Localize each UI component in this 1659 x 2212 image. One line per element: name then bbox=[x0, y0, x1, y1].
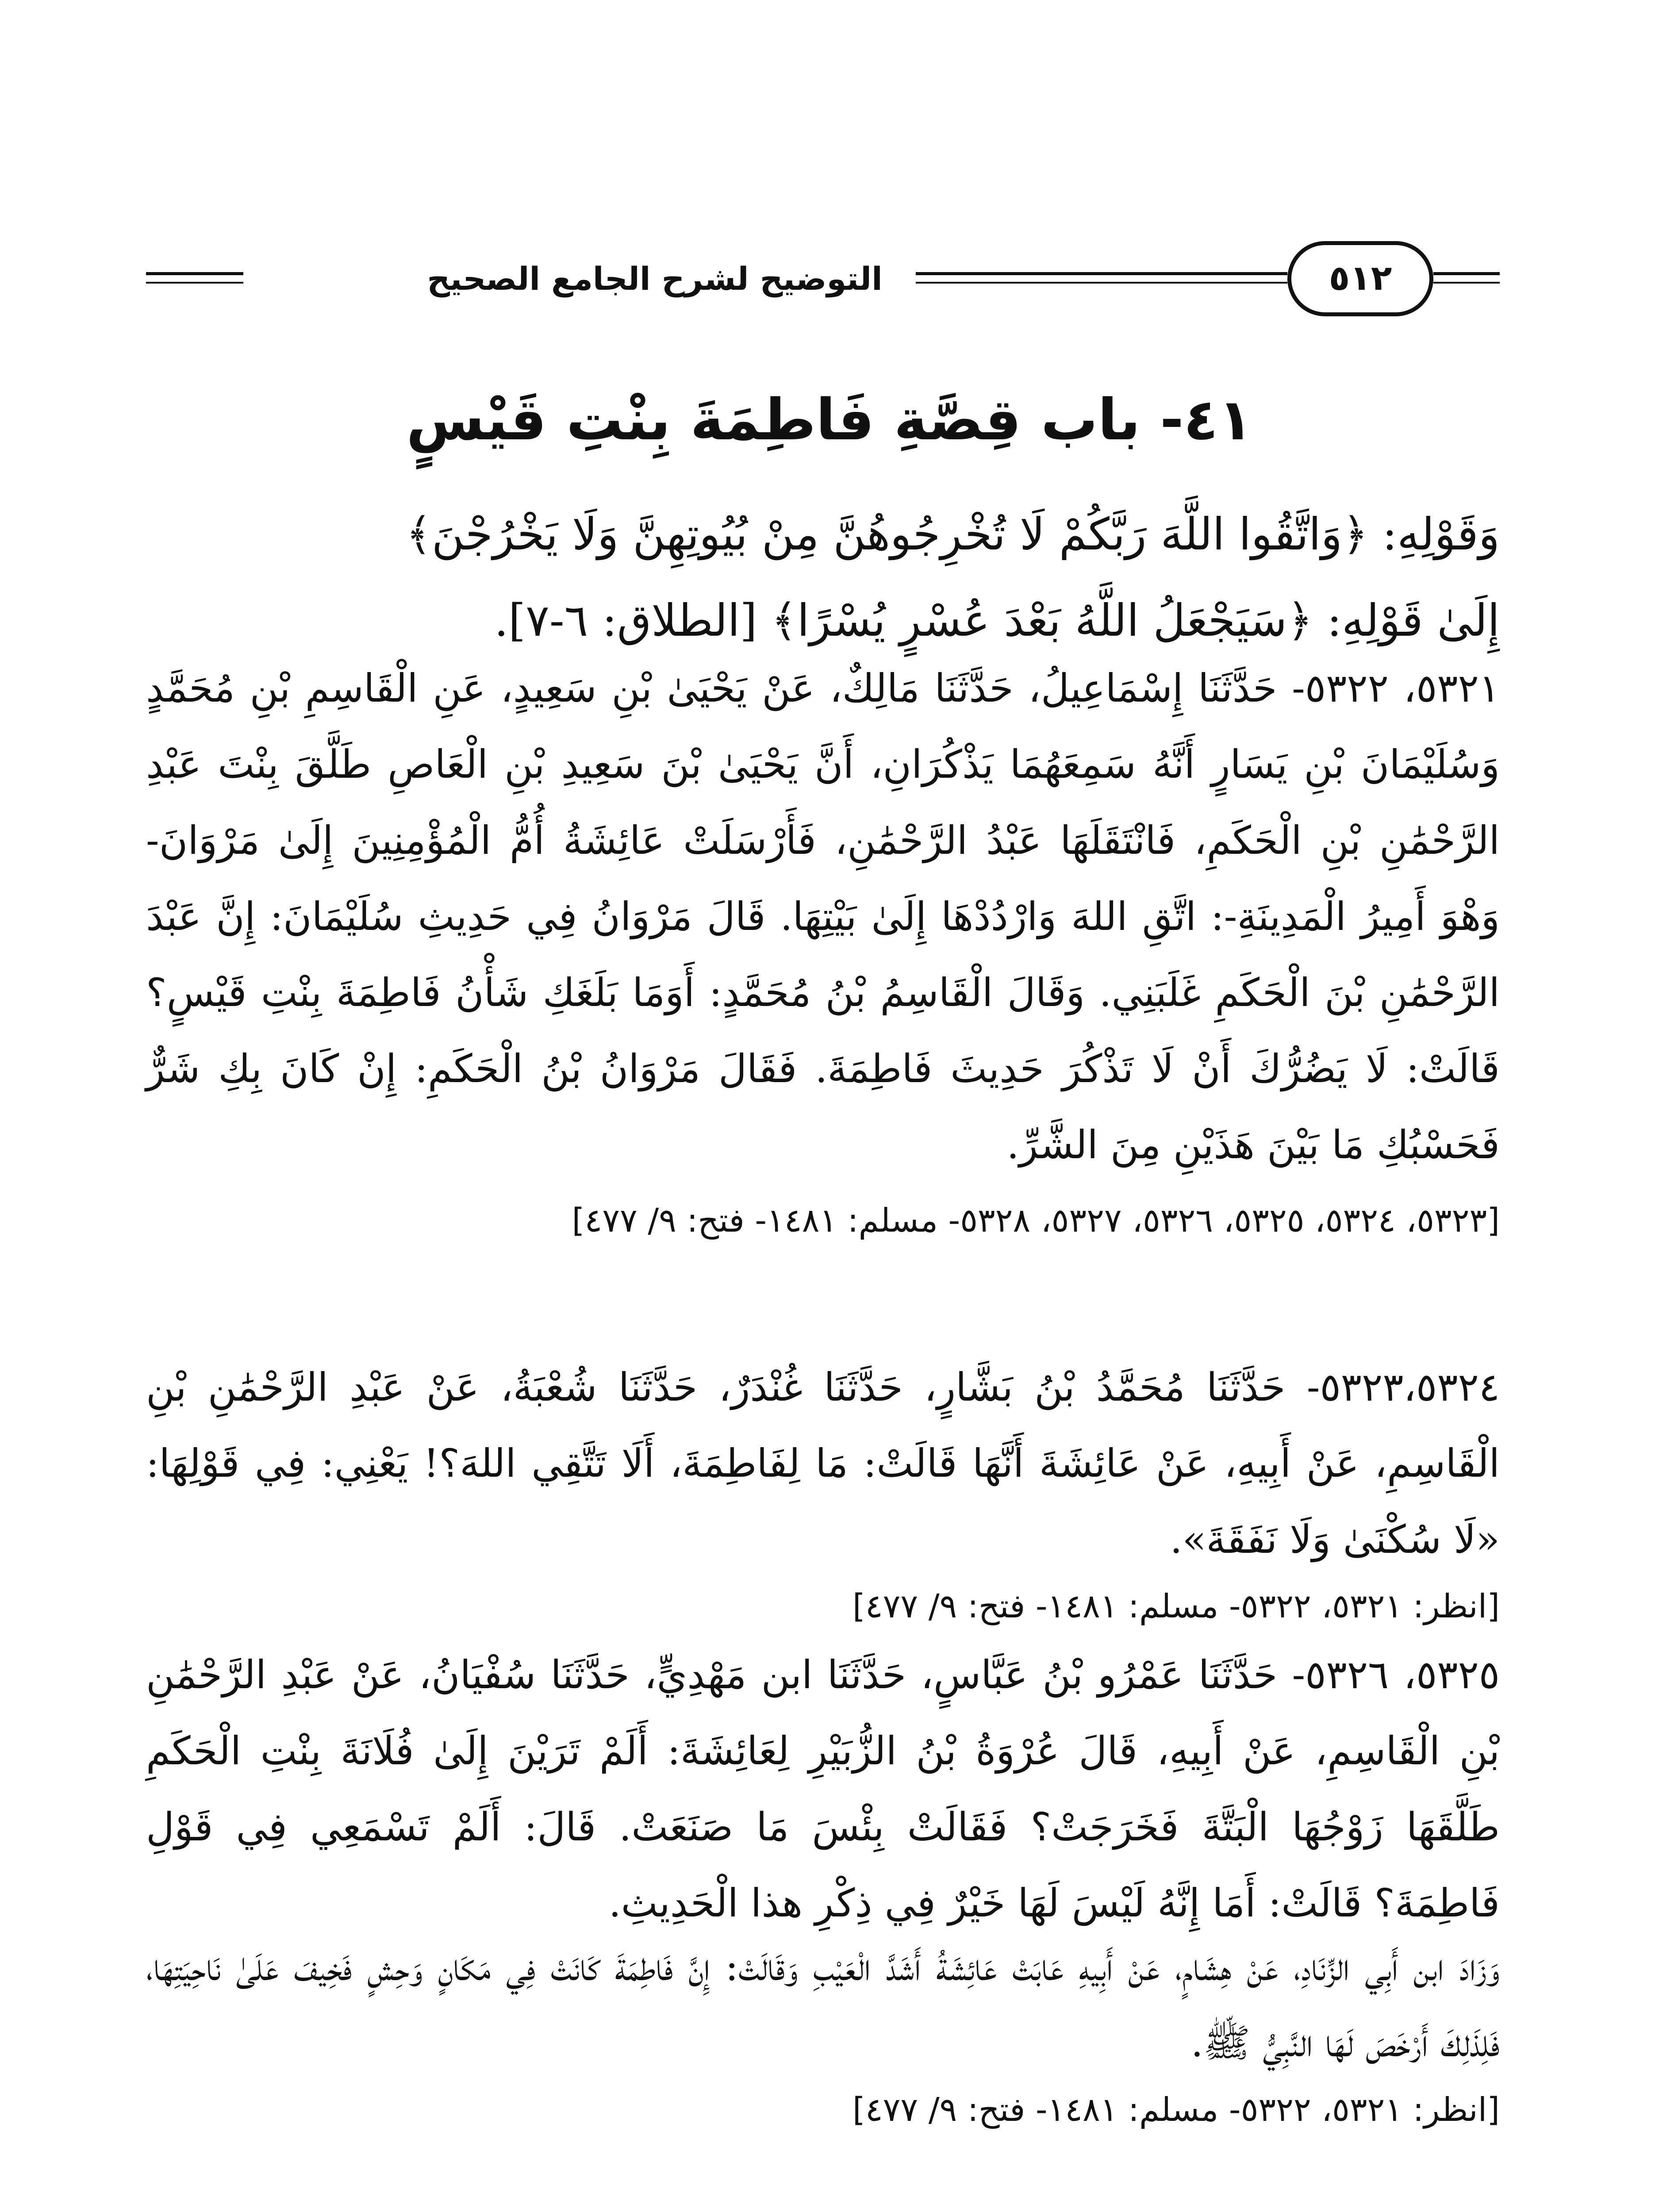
hadith-addition-refs: [انظر: ٥٣٢١، ٥٣٢٢- مسلم: ١٤٨١- فتح: ٩/ ٤٧٧] bbox=[853, 2091, 1500, 2129]
hadith-5323-text: ٥٣٢٣،٥٣٢٤- حَدَّثَنَا مُحَمَّدُ بْنُ بَشَّارٍ، حَدَّثَنَا غُنْدَرٌ، حَدَّثَنَا شُعْبَةُ، عَنْ عَبْدِ الرَّحْمَٰنِ بْنِ الْقَاسِمِ، عَنْ أَبِيهِ، عَنْ عَائِشَةَ أَنَّهَا قَالَتْ: مَا لِفَاطِمَةَ، أَلَا تَتَّقِي اللهَ؟! يَعْنِي: فِي قَوْلِهَا: «لَا سُكْنَىٰ وَلَا نَفَقَةَ». bbox=[146, 1364, 1500, 1562]
hadith-5325-text: ٥٣٢٥، ٥٣٢٦- حَدَّثَنَا عَمْرُو بْنُ عَبَّاسٍ، حَدَّثَنَا ابن مَهْدِيٍّ، حَدَّثَنَا سُفْيَانُ، عَنْ عَبْدِ الرَّحْمَٰنِ بْنِ الْقَاسِمِ، عَنْ أَبِيهِ، قَالَ عُرْوَةُ بْنُ الزُّبَيْرِ لِعَائِشَةَ: أَلَمْ تَرَيْنَ إِلَىٰ فُلَانَةَ بِنْتِ الْحَكَمِ طَلَّقَهَا زَوْجُهَا الْبَتَّةَ فَخَرَجَتْ؟ فَقَالَتْ بِئْسَ مَا صَنَعَتْ. قَالَ: أَلَمْ تَسْمَعِي فِي قَوْلِ فَاطِمَةَ؟ قَالَتْ: أَمَا إِنَّهُ لَيْسَ لَهَا خَيْرٌ فِي ذِكْرِ هذا الْحَدِيثِ. bbox=[146, 1652, 1500, 1926]
header-rule-left-bottom bbox=[146, 282, 243, 284]
hadith-addition-text: وَزَادَ ابن أَبِي الزِّنَادِ، عَنْ هِشَامٍ، عَنْ أَبِيهِ عَابَتْ عَائِشَةُ أَشَدَّ الْعَيْبِ وَقَالَتْ: إِنَّ فَاطِمَةَ كَانَتْ فِي مَكَانٍ وَحِشٍ فَخِيفَ عَلَىٰ نَاحِيَتِهَا، فَلِذَلِكَ أَرْخَصَ لَهَا النَّبِيُّ ﷺ. bbox=[146, 1944, 1500, 2066]
header-rule-right-bottom bbox=[916, 282, 1287, 284]
page-number: ٥١٢ bbox=[1329, 258, 1392, 298]
running-header bbox=[146, 241, 1500, 321]
hadith-5321-refs: [٥٣٢٣، ٥٣٢٤، ٥٣٢٥، ٥٣٢٦، ٥٣٢٧، ٥٣٢٨- مسلم: ١٤٨١- فتح: ٩/ ٤٧٧] bbox=[572, 1202, 1500, 1240]
hadith-5325 bbox=[146, 1637, 1500, 1941]
verse-line-2: إِلَىٰ قَوْلِهِ: ﴿سَيَجْعَلُ اللَّهُ بَعْدَ عُسْرٍ يُسْرًا﴾ [الطلاق: ٦-٧]. bbox=[494, 595, 1500, 646]
header-rule-left-top bbox=[146, 272, 243, 275]
book-title: التوضيح لشرح الجامع الصحيح bbox=[427, 260, 883, 297]
quran-verse bbox=[146, 491, 1500, 664]
page-number-badge bbox=[1287, 241, 1433, 316]
hadith-5323-refs: [انظر: ٥٣٢١، ٥٣٢٢- مسلم: ١٤٨١- فتح: ٩/ ٤٧٧] bbox=[853, 1587, 1500, 1625]
verse-line-1: وَقَوْلِهِ: ﴿وَاتَّقُوا اللَّهَ رَبَّكُمْ لَا تُخْرِجُوهُنَّ مِنْ بُيُوتِهِنَّ وَلَا يَخْرُجْنَ﴾ bbox=[406, 508, 1500, 560]
header-rule-tail-top bbox=[1433, 272, 1500, 275]
header-rule-tail-bottom bbox=[1433, 282, 1500, 284]
hadith-5323 bbox=[146, 1349, 1500, 1635]
hadith-addition bbox=[146, 1929, 1500, 2139]
hadith-5321 bbox=[146, 650, 1500, 1249]
chapter-title: ٤١- باب قِصَّةِ فَاطِمَةَ بِنْتِ قَيْسٍ bbox=[406, 387, 1253, 453]
hadith-5321-text: ٥٣٢١، ٥٣٢٢- حَدَّثَنَا إِسْمَاعِيلُ، حَدَّثَنَا مَالِكٌ، عَنْ يَحْيَىٰ بْنِ سَعِيدٍ، عَنِ الْقَاسِمِ بْنِ مُحَمَّدٍ وَسُلَيْمَانَ بْنِ يَسَارٍ أَنَّهُ سَمِعَهُمَا يَذْكُرَانِ، أَنَّ يَحْيَىٰ بْنَ سَعِيدِ بْنِ الْعَاصِ طَلَّقَ بِنْتَ عَبْدِ الرَّحْمَٰنِ بْنِ الْحَكَمِ، فَانْتَقَلَهَا عَبْدُ الرَّحْمَٰنِ، فَأَرْسَلَتْ عَائِشَةُ أُمُّ الْمُؤْمِنِينَ إِلَىٰ مَرْوَانَ- وَهْوَ أَمِيرُ الْمَدِينَةِ-: اتَّقِ اللهَ وَارْدُدْهَا إِلَىٰ بَيْتِهَا. قَالَ مَرْوَانُ فِي حَدِيثِ سُلَيْمَانَ: إِنَّ عَبْدَ الرَّحْمَٰنِ بْنَ الْحَكَمِ غَلَبَنِي. وَقَالَ الْقَاسِمُ بْنُ مُحَمَّدٍ: أَوَمَا بَلَغَكِ شَأْنُ فَاطِمَةَ بِنْتِ قَيْسٍ؟ قَالَتْ: لَا يَضُرُّكَ أَنْ لَا تَذْكُرَ حَدِيثَ فَاطِمَةَ. فَقَالَ مَرْوَانُ بْنُ الْحَكَمِ: إِنْ كَانَ بِكِ شَرٌّ فَحَسْبُكِ مَا بَيْنَ هَذَيْنِ مِنَ الشَّرِّ. bbox=[146, 665, 1500, 1167]
header-rule-right-top bbox=[916, 272, 1287, 275]
